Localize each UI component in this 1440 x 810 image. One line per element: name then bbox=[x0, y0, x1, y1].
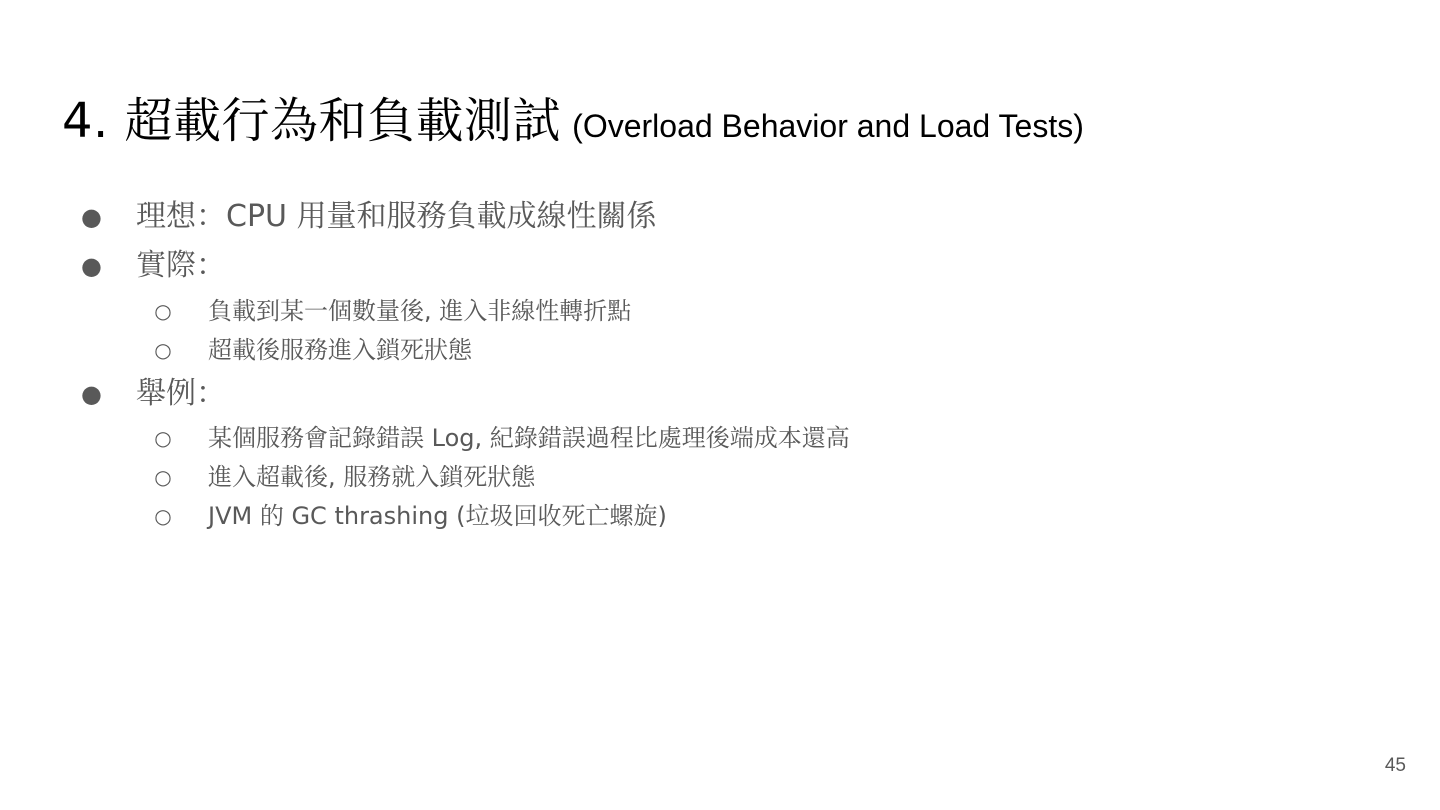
bullet-item bbox=[81, 374, 226, 414]
sub-bullet-marker: ○ bbox=[154, 504, 172, 528]
sub-bullet-marker: ○ bbox=[154, 426, 172, 450]
bullet-text: 舉例： bbox=[136, 376, 226, 411]
bullet-item bbox=[81, 197, 657, 237]
slide-title-subtitle: (Overload Behavior and Load Tests) bbox=[572, 108, 1084, 144]
sub-bullet-marker: ○ bbox=[154, 465, 172, 489]
sub-bullet-text: 某個服務會記錄錯誤 Log, 紀錄錯誤過程比處理後端成本還高 bbox=[208, 424, 850, 452]
sub-bullet-item bbox=[154, 499, 667, 533]
sub-bullet-marker: ○ bbox=[154, 338, 172, 362]
bullet-text: 實際： bbox=[136, 248, 226, 283]
sub-bullet-item bbox=[154, 421, 850, 455]
sub-bullet-text: 負載到某一個數量後, 進入非線性轉折點 bbox=[208, 297, 632, 325]
bullet-marker: ● bbox=[81, 252, 102, 280]
sub-bullet-marker: ○ bbox=[154, 299, 172, 323]
bullet-item bbox=[81, 246, 226, 286]
sub-bullet-text: 進入超載後, 服務就入鎖死狀態 bbox=[208, 463, 536, 491]
sub-bullet-item bbox=[154, 460, 536, 494]
sub-bullet-text: JVM 的 GC thrashing (垃圾回收死亡螺旋) bbox=[208, 502, 667, 530]
bullet-marker: ● bbox=[81, 380, 102, 408]
sub-bullet-text: 超載後服務進入鎖死狀態 bbox=[208, 336, 472, 364]
bullet-marker: ● bbox=[81, 203, 102, 231]
sub-bullet-item bbox=[154, 294, 632, 328]
sub-bullet-item bbox=[154, 333, 472, 367]
bullet-text: 理想：CPU 用量和服務負載成線性關係 bbox=[136, 199, 657, 234]
slide-title-main: 4. 超載行為和負載測試 bbox=[62, 93, 562, 149]
page-number: 45 bbox=[1384, 755, 1406, 776]
